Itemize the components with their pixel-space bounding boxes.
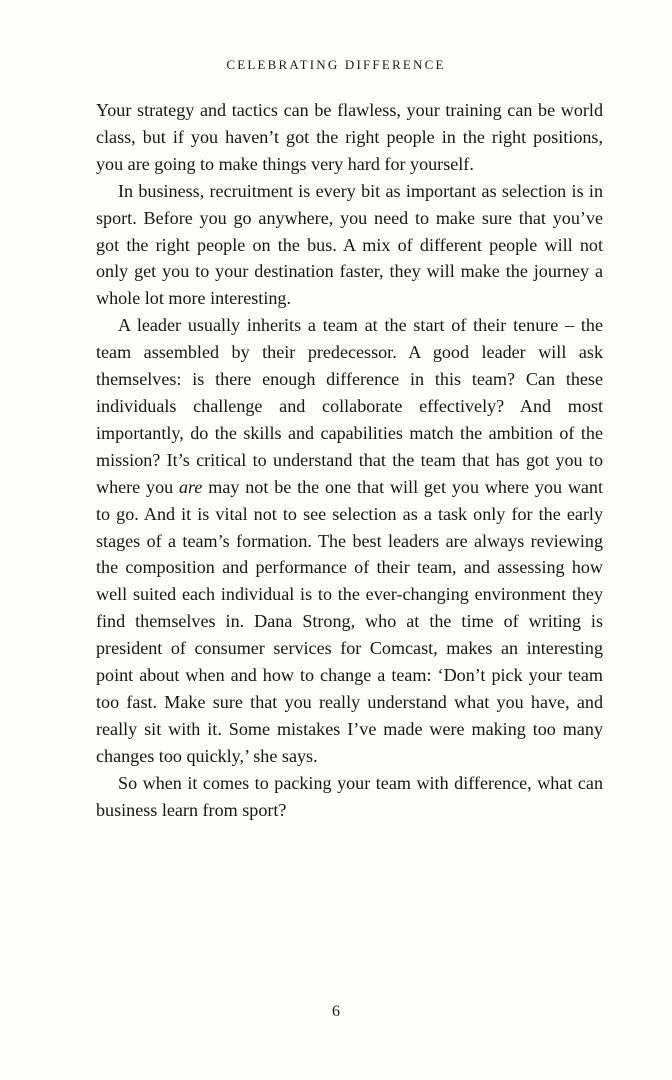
paragraph bbox=[96, 312, 603, 769]
running-head: CELEBRATING DIFFERENCE bbox=[226, 57, 446, 72]
paragraph: Your strategy and tactics can be flawless, your training can be world class, but if you haven’t got the right people in the right positions, you are going to make things very hard for yourself. bbox=[96, 100, 603, 174]
emphasized-word: are bbox=[179, 476, 203, 497]
body-text bbox=[96, 97, 603, 823]
paragraph: In business, recruitment is every bit as important as selection is in sport. Before you go anywhere, you need to make sure that you’ve got the right people on the bus. A mix of different people will not only get you to your destination faster, they will make the journey a whole lot more interesting. bbox=[96, 180, 603, 309]
paragraph-text: A leader usually inherits a team at the start of their tenure – the team assembled by their predecessor. A good leader will ask themselves: is there enough difference in this team? Can these individuals challenge and collaborate effectively? And most importantly, do the skills and capabilities match the ambition of the mission? It’s critical to understand that the team that has got you to where you bbox=[96, 315, 603, 497]
paragraph: So when it comes to packing your team with difference, what can business learn from sport? bbox=[96, 772, 603, 820]
paragraph-text: may not be the one that will get you where you want to go. And it is vital not to see selection as a task only for the early stages of a team’s formation. The best leaders are always reviewing the composition and performance of their team, and assessing how well suited each individual is to the ever-changing environment they find themselves in. Dana Strong, who at the time of writing is president of consumer services for Comcast, makes an interesting point about when and how to change a team: ‘Don’t pick your team too fast. Make sure that you really understand what you have, and really sit with it. Some mistakes I’ve made were making too many changes too quickly,’ she says. bbox=[96, 476, 603, 766]
page-number: 6 bbox=[332, 1003, 340, 1020]
